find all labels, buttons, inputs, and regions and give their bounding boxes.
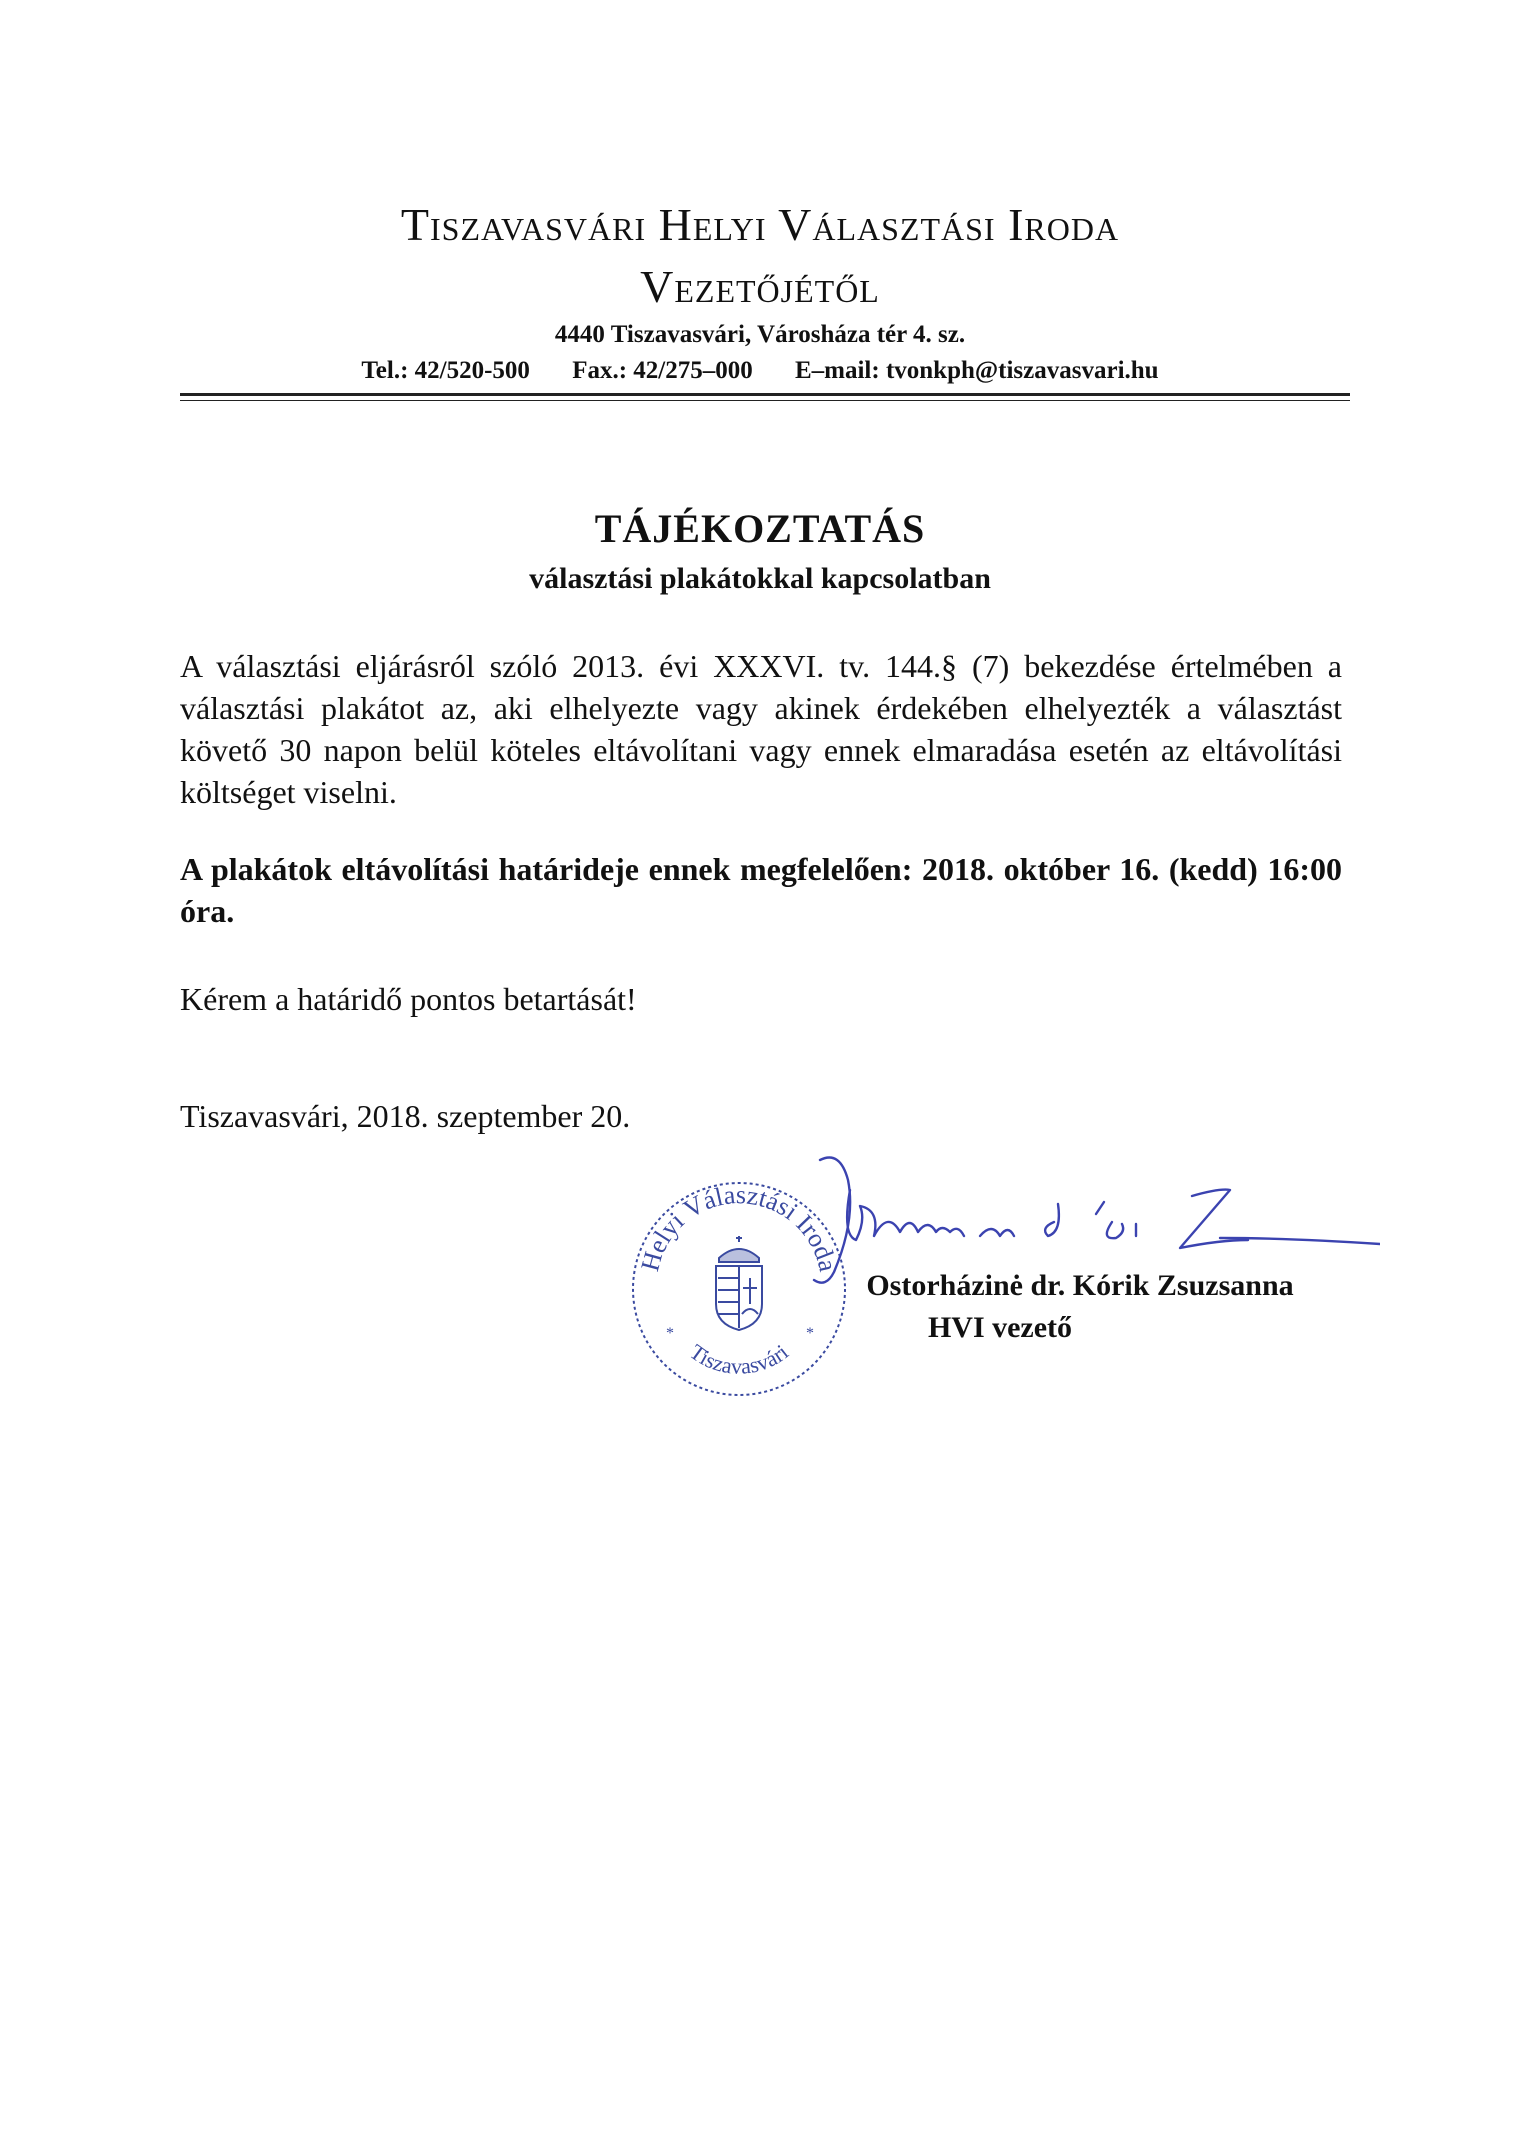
stamp-top-text: Helyi Választási Iroda xyxy=(635,1180,843,1275)
header-divider-thick xyxy=(180,393,1350,396)
organization-subline: Vezetőjétől xyxy=(640,261,880,312)
signer-name: Ostorházinė dr. Kórik Zsuzsanna xyxy=(866,1269,1294,1302)
organization-name: Tiszavasvári Helyi Választási Iroda xyxy=(400,199,1120,250)
header-divider-thin xyxy=(180,400,1350,401)
stamp-star-right-icon: * xyxy=(806,1325,814,1342)
stamp-bottom-text: Tiszavasvári xyxy=(685,1338,793,1379)
document-title: TÁJÉKOZTATÁS xyxy=(594,506,926,551)
address: 4440 Tiszavasvári, Városháza tér 4. sz. xyxy=(554,321,966,348)
fax-number: Fax.: 42/275–000 xyxy=(572,357,753,384)
document-subtitle: választási plakátokkal kapcsolatban xyxy=(529,562,991,595)
body-paragraph-request: Kérem a határidő pontos betartását! xyxy=(180,981,637,1017)
contact-row xyxy=(180,356,1340,386)
signer-role: HVI vezető xyxy=(927,1311,1073,1344)
email-address: E–mail: tvonkph@tiszavasvari.hu xyxy=(794,357,1159,384)
body-paragraph-legal: A választási eljárásról szóló 2013. évi XXXVI. tv. 144.§ (7) bekezdése értelmében a választási plakátot az, aki elhelyezte vagy akinek érdekében elhelyezték a választást követő 30 napon belül köteles eltávolítani vagy ennek elmaradása esetén az eltávolítási költséget viselni. xyxy=(180,648,1342,810)
stamp-star-left-icon: * xyxy=(666,1325,674,1342)
coat-of-arms-icon xyxy=(716,1236,762,1330)
body-paragraph-deadline: A plakátok eltávolítási határideje ennek megfelelően: 2018. október 16. (kedd) 16:00 óra. xyxy=(180,851,1342,929)
place-and-date: Tiszavasvári, 2018. szeptember 20. xyxy=(180,1098,631,1134)
phone-number: Tel.: 42/520-500 xyxy=(361,357,530,384)
